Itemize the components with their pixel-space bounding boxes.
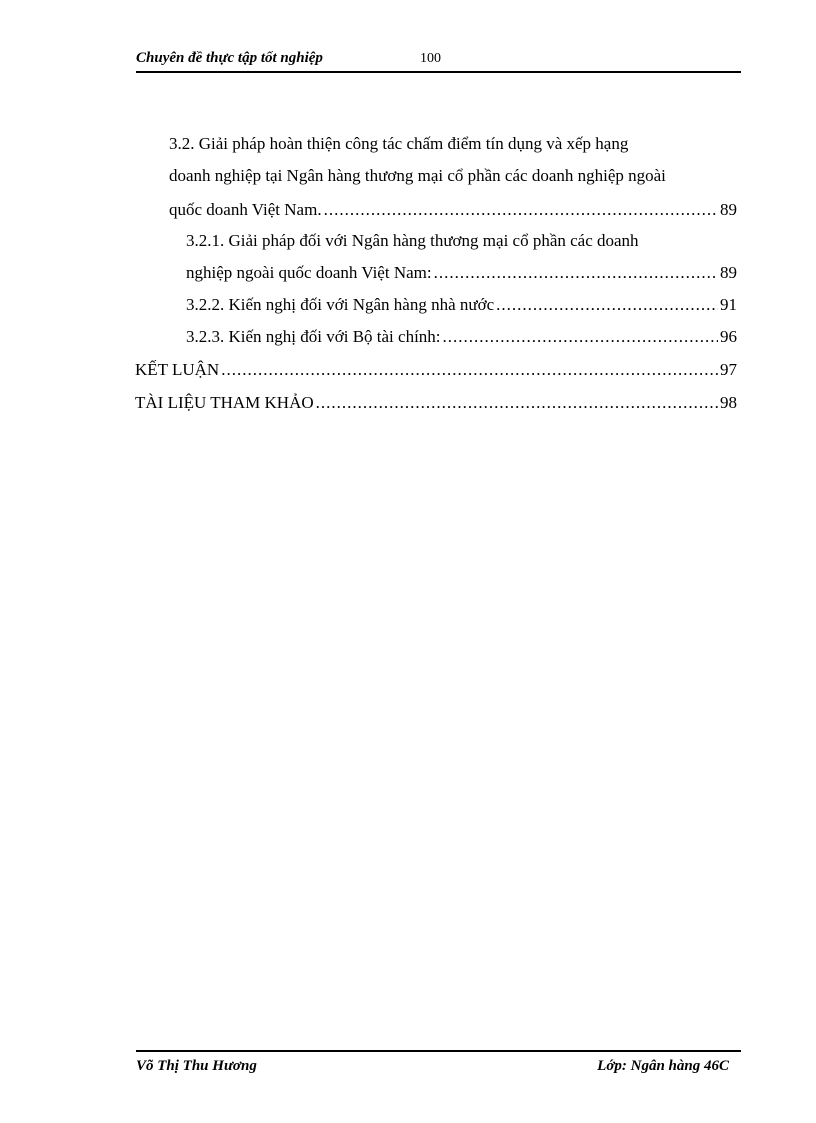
toc-tai-lieu-label: TÀI LIỆU THAM KHẢO (135, 393, 314, 412)
toc-ket-luan[interactable] (135, 360, 737, 380)
toc-3-2-1-line2[interactable] (186, 263, 737, 283)
toc-3-2-3-label: 3.2.3. Kiến nghị đối với Bộ tài chính: (186, 327, 441, 346)
header-page-number: 100 (420, 51, 441, 66)
dot-leader (324, 200, 718, 220)
dot-leader (316, 393, 718, 413)
toc-3-2-2-page: 91 (720, 295, 737, 314)
toc-ket-luan-page: 97 (720, 360, 737, 379)
dot-leader (443, 327, 718, 347)
toc-3-2-1-line1: 3.2.1. Giải pháp đối với Ngân hàng thương mại cổ phần các doanh (186, 231, 639, 250)
toc-tai-lieu-page: 98 (720, 393, 737, 412)
dot-leader (434, 263, 718, 283)
toc-3-2-line3[interactable] (169, 200, 737, 220)
toc-3-2-2[interactable] (186, 295, 737, 315)
toc-ket-luan-label: KẾT LUẬN (135, 360, 220, 379)
header-title: Chuyên đề thực tập tốt nghiệp (136, 50, 323, 66)
footer-author: Võ Thị Thu Hương (136, 1058, 257, 1074)
page-header (136, 47, 741, 73)
dot-leader (496, 295, 718, 315)
toc-3-2-3-page: 96 (720, 327, 737, 346)
toc-3-2-2-label: 3.2.2. Kiến nghị đối với Ngân hàng nhà nước (186, 295, 495, 314)
toc-3-2-3[interactable] (186, 327, 737, 347)
toc-3-2-1-page: 89 (720, 263, 737, 282)
dot-leader (221, 360, 718, 380)
toc-3-2-line2: doanh nghiệp tại Ngân hàng thương mại cổ phần các doanh nghiệp ngoài (169, 166, 666, 185)
page-footer (136, 1050, 741, 1082)
toc-tai-lieu[interactable] (135, 393, 737, 413)
toc-3-2-label: quốc doanh Việt Nam. (169, 200, 322, 219)
toc-3-2-line1: 3.2. Giải pháp hoàn thiện công tác chấm điểm tín dụng và xếp hạng (169, 134, 629, 153)
footer-class: Lớp: Ngân hàng 46C (597, 1058, 729, 1074)
toc-3-2-page: 89 (720, 200, 737, 219)
toc-3-2-1-label: nghiệp ngoài quốc doanh Việt Nam: (186, 263, 432, 282)
